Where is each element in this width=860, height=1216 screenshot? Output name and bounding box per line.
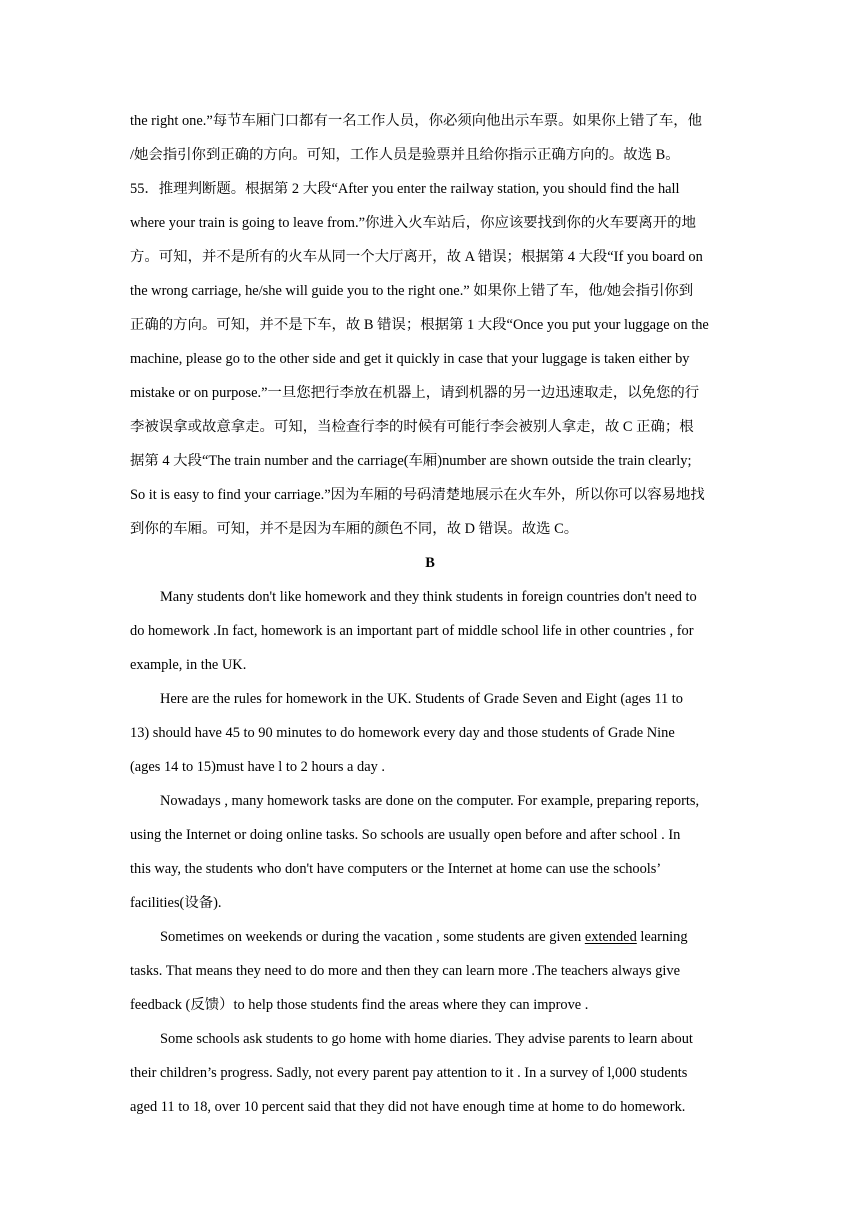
explanation-line: the wrong carriage, he/she will guide you to the right one.” 如果你上错了车，他/她会指引你到 <box>130 283 694 299</box>
paragraph-5 <box>130 1022 730 1124</box>
explanation-line: the right one.”每节车厢门口都有一名工作人员，你必须向他出示车票。如果你上错了车，他 <box>130 113 703 129</box>
paragraph-1 <box>130 580 730 682</box>
passage-line: their children’s progress. Sadly, not every parent pay attention to it . In a survey of l,000 students <box>130 1065 688 1081</box>
paragraph-2 <box>130 682 730 784</box>
answer-explanation <box>130 104 730 546</box>
explanation-line: 据第 4 大段“The train number and the carriage(车厢)number are shown outside the train clearly; <box>130 453 692 469</box>
passage-line: facilities(设备). <box>130 895 222 911</box>
explanation-line: 到你的车厢。可知，并不是因为车厢的颜色不同，故 D 错误。故选 C。 <box>130 521 579 537</box>
passage-line: (ages 14 to 15)must have l to 2 hours a day . <box>130 759 385 775</box>
passage-line: tasks. That means they need to do more and then they can learn more .The teachers always give <box>130 963 680 979</box>
passage-line: 13) should have 45 to 90 minutes to do homework every day and those students of Grade Nine <box>130 725 675 741</box>
explanation-line: machine, please go to the other side and get it quickly in case that your luggage is taken either by <box>130 351 690 367</box>
section-heading: B <box>425 555 435 571</box>
passage-line: Here are the rules for homework in the UK. Students of Grade Seven and Eight (ages 11 to <box>160 691 683 707</box>
explanation-line: /她会指引你到正确的方向。可知，工作人员是验票并且给你指示正确方向的。故选 B。 <box>130 147 680 163</box>
explanation-line: 方。可知，并不是所有的火车从同一个大厅离开，故 A 错误；根据第 4 大段“If you board on <box>130 249 703 265</box>
underlined-word: extended <box>584 929 637 945</box>
paragraph-4 <box>130 920 730 1022</box>
explanation-line: 正确的方向。可知，并不是下车，故 B 错误；根据第 1 大段“Once you put your luggage on the <box>130 317 709 333</box>
passage-line: this way, the students who don't have computers or the Internet at home can use the schools’ <box>130 861 662 877</box>
passage-line: feedback (反馈）to help those students find the areas where they can improve . <box>130 997 589 1013</box>
passage-line: Some schools ask students to go home with home diaries. They advise parents to learn about <box>160 1031 693 1047</box>
paragraph-3 <box>130 784 730 920</box>
text-segment: Sometimes on weekends or during the vacation , some students are given <box>160 929 585 945</box>
document-body <box>130 104 730 1124</box>
passage-line: using the Internet or doing online tasks. So schools are usually open before and after school . In <box>130 827 681 843</box>
explanation-line: 李被误拿或故意拿走。可知，当检查行李的时候有可能行李会被别人拿走，故 C 正确；根 <box>130 419 694 435</box>
passage-line: Nowadays , many homework tasks are done on the computer. For example, preparing reports, <box>160 793 700 809</box>
text-segment: learning <box>636 929 688 945</box>
explanation-line: mistake or on purpose.”一旦您把行李放在机器上，请到机器的另一边迅速取走，以免您的行 <box>130 385 700 401</box>
reading-passage <box>130 580 730 1124</box>
passage-line: aged 11 to 18, over 10 percent said that they did not have enough time at home to do homework. <box>130 1099 686 1115</box>
explanation-line: 55．推理判断题。根据第 2 大段“After you enter the railway station, you should find the hall <box>130 181 680 197</box>
passage-line <box>130 920 730 954</box>
passage-line: do homework .In fact, homework is an important part of middle school life in other countries , for <box>130 623 694 639</box>
passage-line: Many students don't like homework and they think students in foreign countries don't need to <box>160 589 697 605</box>
explanation-line: So it is easy to find your carriage.”因为车厢的号码清楚地展示在火车外，所以你可以容易地找 <box>130 487 705 503</box>
passage-line: example, in the UK. <box>130 657 247 673</box>
explanation-line: where your train is going to leave from.”你进入火车站后，你应该要找到你的火车要离开的地 <box>130 215 696 231</box>
